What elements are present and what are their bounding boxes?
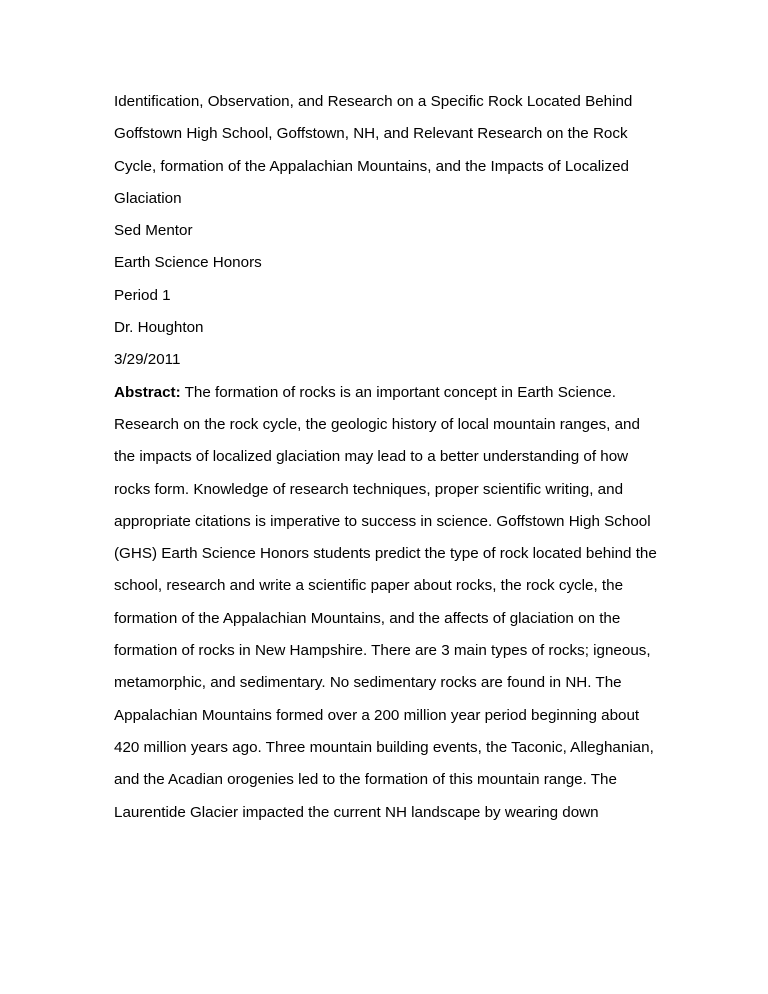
- abstract-line: Laurentide Glacier impacted the current NH landscape by wearing down: [114, 803, 599, 821]
- abstract-first-line: [114, 377, 684, 409]
- abstract-line: and the Acadian orogenies led to the formation of this mountain range. The: [114, 771, 617, 789]
- abstract-line: formation of the Appalachian Mountains, and the affects of glaciation on the: [114, 609, 621, 627]
- title-line: Identification, Observation, and Research on a Specific Rock Located Behind: [114, 93, 633, 110]
- abstract-line: 420 million years ago. Three mountain building events, the Taconic, Alleghanian,: [114, 738, 654, 756]
- abstract-line: formation of rocks in New Hampshire. There are 3 main types of rocks; igneous,: [114, 642, 651, 660]
- title-line: Cycle, formation of the Appalachian Mountains, and the Impacts of Localized: [114, 157, 629, 175]
- course-name: Earth Science Honors: [114, 254, 262, 272]
- document-body: [114, 86, 684, 829]
- abstract-first-line-text: The formation of rocks is an important concept in Earth Science.: [180, 383, 616, 401]
- teacher-name: Dr. Houghton: [114, 319, 204, 337]
- title-line: Glaciation: [114, 189, 182, 207]
- abstract-line: Appalachian Mountains formed over a 200 million year period beginning about: [114, 706, 640, 724]
- abstract-line: the impacts of localized glaciation may lead to a better understanding of how: [114, 448, 629, 466]
- abstract-label: Abstract:: [114, 383, 181, 401]
- abstract-line: rocks form. Knowledge of research techniques, proper scientific writing, and: [114, 480, 624, 498]
- abstract-line: appropriate citations is imperative to success in science. Goffstown High School: [114, 512, 651, 530]
- abstract-line: school, research and write a scientific paper about rocks, the rock cycle, the: [114, 577, 624, 595]
- abstract-line: metamorphic, and sedimentary. No sedimentary rocks are found in NH. The: [114, 674, 622, 692]
- abstract-line: Research on the rock cycle, the geologic history of local mountain ranges, and: [114, 415, 640, 433]
- abstract-line: (GHS) Earth Science Honors students predict the type of rock located behind the: [114, 545, 657, 563]
- document-date: 3/29/2011: [114, 351, 181, 369]
- class-period: Period 1: [114, 286, 171, 304]
- title-line: Goffstown High School, Goffstown, NH, and Relevant Research on the Rock: [114, 125, 628, 143]
- author-name: Sed Mentor: [114, 222, 193, 240]
